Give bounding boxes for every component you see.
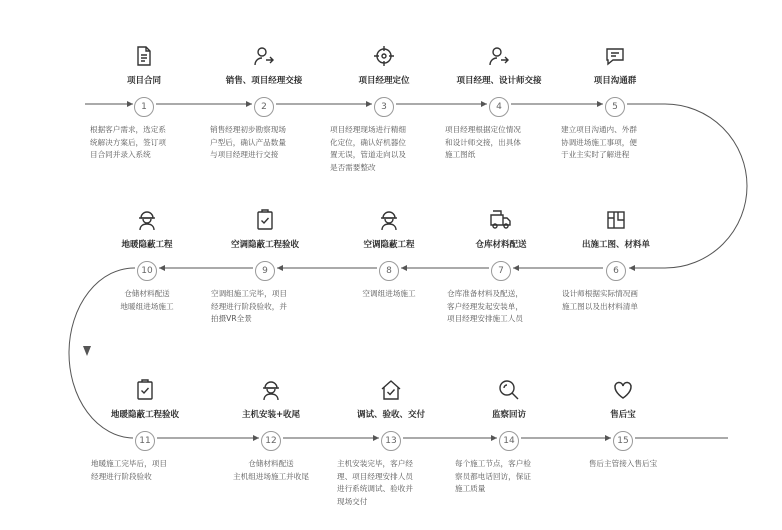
chat-group-icon	[555, 44, 675, 70]
worker-helmet-icon	[211, 378, 331, 404]
step-title: 项目合同	[126, 76, 161, 86]
step-title: 项目经理定位	[358, 76, 410, 86]
step-number: 12	[261, 431, 281, 451]
step-title: 空调隐蔽工程	[363, 240, 415, 250]
step-number: 2	[254, 97, 274, 117]
house-check-icon	[331, 378, 451, 404]
step-description: 建立项目沟通内、外群 协调进场施工事项，便 于业主实时了解进程	[561, 125, 637, 159]
step-description: 项目经理根据定位情况 和设计师交接，出具体 施工图纸	[445, 125, 521, 159]
step-number: 14	[499, 431, 519, 451]
step-title: 销售、项目经理交接	[225, 76, 303, 86]
step-description: 销售经理初步勘察现场 户型后，确认产品数量 与项目经理进行交接	[210, 125, 286, 159]
step-number: 15	[613, 431, 633, 451]
worker-helmet-icon	[87, 208, 207, 234]
step-title: 仓库材料配送	[475, 240, 527, 250]
step-title: 项目经理、设计师交接	[456, 76, 542, 86]
flow-arrow-down	[83, 346, 91, 356]
step-title: 主机安装+收尾	[241, 410, 301, 420]
step-description: 空调组施工完毕，项目 经理进行阶段验收，并 拍摄VR全景	[211, 289, 287, 323]
step-number: 1	[134, 97, 154, 117]
step-description: 仓储材料配送 地暖组进场施工	[120, 289, 174, 311]
step-number: 13	[381, 431, 401, 451]
step-number: 7	[491, 261, 511, 281]
step-number: 6	[606, 261, 626, 281]
magnifier-icon	[449, 378, 569, 404]
delivery-truck-icon	[441, 208, 561, 234]
user-handover-icon	[439, 44, 559, 70]
step-number: 9	[255, 261, 275, 281]
step-title: 售后宝	[610, 410, 636, 420]
step-description: 根据客户需求，选定系 统解决方案后，签订项 目合同并录入系统	[90, 125, 166, 159]
step-description: 项目经理现场进行精细 化定位，确认好机器位 置无误，管道走向以及 是否需要整改	[330, 125, 406, 172]
crosshair-target-icon	[324, 44, 444, 70]
step-title: 出施工图、材料单	[581, 240, 650, 250]
step-description: 仓储材料配送 主机组进场施工并收尾	[233, 459, 309, 481]
clipboard-check-icon	[85, 378, 205, 404]
step-description: 地暖施工完毕后，项目 经理进行阶段验收	[91, 459, 167, 481]
step-description: 仓库准备材料及配送， 客户经理发起安装单， 项目经理安排施工人员	[447, 289, 523, 323]
step-title: 空调隐蔽工程验收	[230, 240, 299, 250]
step-number: 11	[135, 431, 155, 451]
step-title: 地暖隐蔽工程验收	[110, 410, 179, 420]
step-number: 8	[379, 261, 399, 281]
heart-icon	[563, 378, 683, 404]
step-description: 主机安装完毕，客户经 理、项目经理安排人员 进行系统调试、验收并 现场交付	[337, 459, 413, 506]
step-description: 设计师根据实际情况画 施工图以及出材料清单	[562, 289, 638, 311]
blueprint-icon	[556, 208, 676, 234]
contract-document-icon	[84, 44, 204, 70]
step-description: 空调组进场施工	[362, 289, 416, 298]
step-title: 项目沟通群	[593, 76, 637, 86]
step-number: 4	[489, 97, 509, 117]
clipboard-check-icon	[205, 208, 325, 234]
worker-helmet-icon	[329, 208, 449, 234]
step-number: 10	[137, 261, 157, 281]
step-number: 3	[374, 97, 394, 117]
step-description: 每个施工节点，客户检 察员都电话回访，保证 施工质量	[455, 459, 531, 493]
user-handover-icon	[204, 44, 324, 70]
step-number: 5	[605, 97, 625, 117]
step-title: 地暖隐蔽工程	[121, 240, 173, 250]
step-title: 监察回访	[491, 410, 526, 420]
step-description: 售后主管接入售后宝	[588, 459, 658, 468]
step-title: 调试、验收、交付	[356, 410, 425, 420]
